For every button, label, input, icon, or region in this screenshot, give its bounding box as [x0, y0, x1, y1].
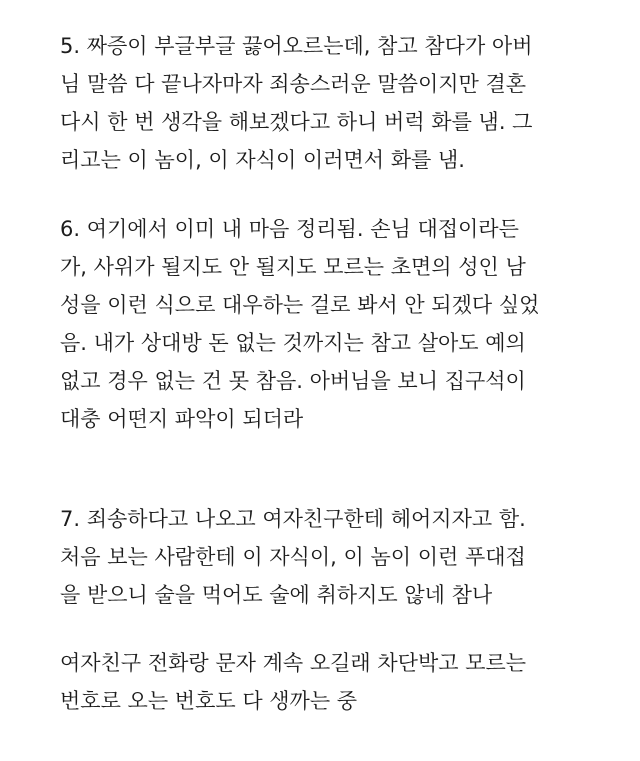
text-line: 7. 죄송하다고 나오고 여자친구한테 헤어지자고 함.	[60, 507, 526, 531]
text-line: 음. 내가 상대방 돈 없는 것까지는 참고 살아도 예의	[60, 331, 526, 355]
text-line: 처음 보는 사람한테 이 자식이, 이 놈이 이런 푸대접	[60, 545, 526, 569]
text-line: 없고 경우 없는 건 못 참음. 아버님을 보니 집구석이	[60, 369, 526, 393]
text-line: 6. 여기에서 이미 내 마음 정리됨. 손님 대접이라든	[60, 217, 519, 241]
text-line: 여자친구 전화랑 문자 계속 오길래 차단박고 모르는	[60, 651, 527, 675]
text-line: 5. 짜증이 부글부글 끓어오르는데, 참고 참다가 아버	[60, 34, 533, 58]
text-line: 리고는 이 놈이, 이 자식이 이러면서 화를 냄.	[60, 148, 465, 172]
text-line: 가, 사위가 될지도 안 될지도 모르는 초면의 성인 남	[60, 255, 526, 279]
text-line: 대충 어떤지 파악이 되더라	[60, 407, 304, 431]
text-line: 다시 한 번 생각을 해보겠다고 하니 버럭 화를 냄. 그	[60, 110, 533, 134]
text-line: 을 받으니 술을 먹어도 술에 취하지도 않네 참나	[60, 583, 493, 607]
text-line: 번호로 오는 번호도 다 생까는 중	[60, 689, 358, 713]
text-line: 성을 이런 식으로 대우하는 걸로 봐서 안 되겠다 싶었	[60, 293, 540, 317]
text-line: 님 말씀 다 끝나자마자 죄송스러운 말씀이지만 결혼	[60, 72, 527, 96]
